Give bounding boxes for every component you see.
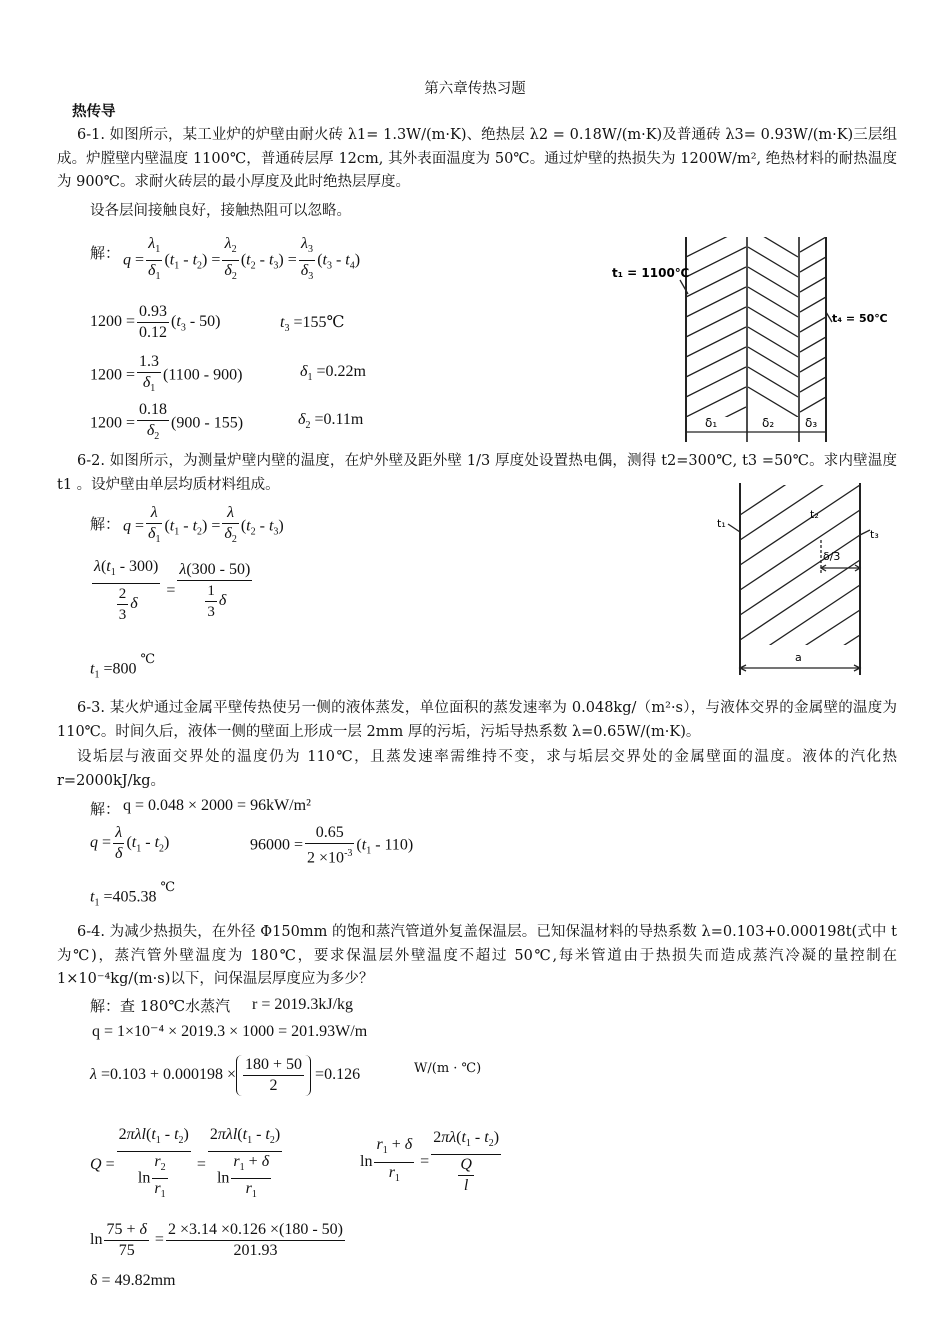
figure-6-2-label-t3: t₃ [870,528,879,541]
equation-6-1-step3: 1200 = $\frac{0.18}{\delta_2}$ (900 - 155) [90,401,244,443]
result-6-1-t3: $t_3$ =155℃ [280,314,345,335]
result-6-1-delta1: $\delta_1 =0.22m$ [300,363,366,384]
figure-6-1-label-t1: t₁ = 1100℃ [612,266,690,280]
result-6-2-t1: $t_1 =800$ ℃ [90,651,156,681]
equation-6-2-step1: $\lambda(t_1 - 300)$ $\frac{2}{3}$ δ = λ(300 - 50) $\frac{1}{3}$ δ [94,558,251,624]
equation-6-3-conduction: q = $\frac{\lambda}{\delta}$ $(t_1 - t_2)$ [90,824,170,862]
figure-6-2-label-t1: t₁ [717,517,726,530]
equation-6-1-heat-flux: q = $\frac{\lambda_1}{\delta_1}$ $(t_1 - t_2)$ = $\frac{\lambda_2}{\delta_2}$ $(t_2 - t_3)$ = $\frac{\lambda_3}{\delta_3}$ $(t_3 - t_4)$ [123,235,361,283]
problem-6-4-text: 6-4. 为减少热损失，在外径 Φ150mm 的饱和蒸汽管道外复盖保温层。已知保温材料的导热系数 λ=0.103+0.000198t(式中 t 为℃)，蒸汽管外壁温度为 180℃，要求保温层外壁温度不超过 50℃,每米管道由于热损失而造成蒸汽冷凝的量控制在 1×10⁻⁴kg/(m·s)以下，问保温层厚度应为多少？ [57,924,897,987]
solution-label-6-3: 解： [90,800,121,818]
figure-6-1-furnace-wall [600,232,910,447]
equation-6-3-flux: q = 0.048 × 2000 = 96kW/m² [123,797,311,814]
figure-6-2-label-a: a [795,651,802,664]
equation-6-4-latent-heat: r = 2019.3kJ/kg [252,996,354,1013]
solution-label-6-2: 解： [90,515,121,533]
result-6-4-delta: δ = 49.82mm [90,1272,176,1289]
result-6-1-delta2: $\delta_2 =0.11m$ [298,411,364,432]
result-6-3-t1: $t_1 =405.38$ ℃ [90,879,176,909]
equation-6-3-numeric: 96000 = $\frac{0.65}{2 \times 10^{-3}}$ $(t_1 - 110)$ [250,824,414,867]
problem-6-2-text: 6-2. 如图所示，为测量炉壁内壁的温度，在炉外壁及距外壁 1/3 厚度处设置热电偶，测得 t2=300℃, t3 =50℃。求内壁温度 t1 。设炉壁由单层均质材料组成。 [57,453,897,493]
equation-6-4-lambda: λ =0.103 + 0.000198 × $\frac{180 + 50}{2}$ =0.126 [90,1056,361,1094]
solution-label-6-1: 解： [90,244,121,262]
page-title: 第六章传热习题 [424,81,526,97]
equation-6-1-step2: 1200 = $\frac{1.3}{\delta_1}$ (1100 - 900) [90,353,243,395]
problem-6-1-text: 6-1. 如图所示，某工业炉的炉壁由耐火砖 λ1= 1.3W/(m·K)、绝热层 λ2 = 0.18W/(m·K)及普通砖 λ3= 0.93W/(m·K)三层组成。炉膛壁内壁温度 1100℃，普通砖层厚 12cm, 其外表面温度为 50℃。通过炉壁的热损失为 1200W/m², 绝热材料的耐热温度为 900℃。求耐火砖层的最小厚度及此时绝热层厚度。 [57,127,897,190]
figure-6-1-label-d3: δ₃ [805,416,818,430]
figure-6-1-label-d2: δ₂ [762,416,775,430]
equation-6-4-numeric: ln $\frac{75 + \delta}{75}$ = $\frac{2 \times 3.14 \times 0.126 \times(180 - 50)}{201.93}$ [90,1221,344,1259]
figure-6-1-label-d1: δ₁ [705,416,718,430]
equation-6-2-heat-flux: q = $\frac{\lambda}{\delta_1}$ $(t_1 - t_2)$ = $\frac{\lambda}{\delta_2}$ $(t_2 - t_3)$ [123,504,284,546]
section-heading: 热传导 [72,104,116,120]
figure-6-1-label-t4: t₄ = 50℃ [832,312,888,325]
equation-6-4-ln: ln $\frac{r_1 + \delta}{r_1}$ = $\frac{2\pi\lambda(t_1 - t_2)}{\frac{Q}{l}}$ [360,1129,500,1195]
unit-6-4-lambda: W/(m · ℃) [414,1061,482,1076]
equation-6-4-q: q = 1×10⁻⁴ × 2019.3 × 1000 = 201.93W/m [92,1023,368,1040]
problem-6-3-text2: 设垢层与液面交界处的温度仍为 110℃，且蒸发速率需维持不变，求与垢层交界处的金属壁面的温度。液体的汽化热 r=2000kJ/kg。 [57,749,897,789]
problem-6-3-text: 6-3. 某火炉通过金属平壁传热使另一侧的液体蒸发，单位面积的蒸发速率为 0.048kg/（m²·s），与液体交界的金属壁的温度为 110℃。时间久后，液体一侧的壁面上形成一层 2mm 厚的污垢，污垢导热系数 λ=0.65W/(m·K)。 [57,700,897,740]
equation-6-4-Q: Q = $2\pi\lambda l(t_1 - t_2)$ ln $\frac{r_2}{r_1}$ = $2\pi\lambda l(t_1 - t_2)$ ln $\frac{r_1 + \delta}{r_1}$ [90,1126,281,1201]
figure-6-2-label-delta3: δ/3 [823,550,841,563]
figure-6-2-label-t2: t₂ [810,508,819,521]
problem-6-1-note: 设各层间接触良好，接触热阻可以忽略。 [90,203,351,219]
equation-6-1-step1: 1200 = $\frac{0.93}{0.12}$ $(t_3 - 50)$ [90,303,221,341]
solution-label-6-4: 解：查 180℃水蒸汽 [90,997,231,1015]
figure-6-2-single-wall [700,480,900,680]
